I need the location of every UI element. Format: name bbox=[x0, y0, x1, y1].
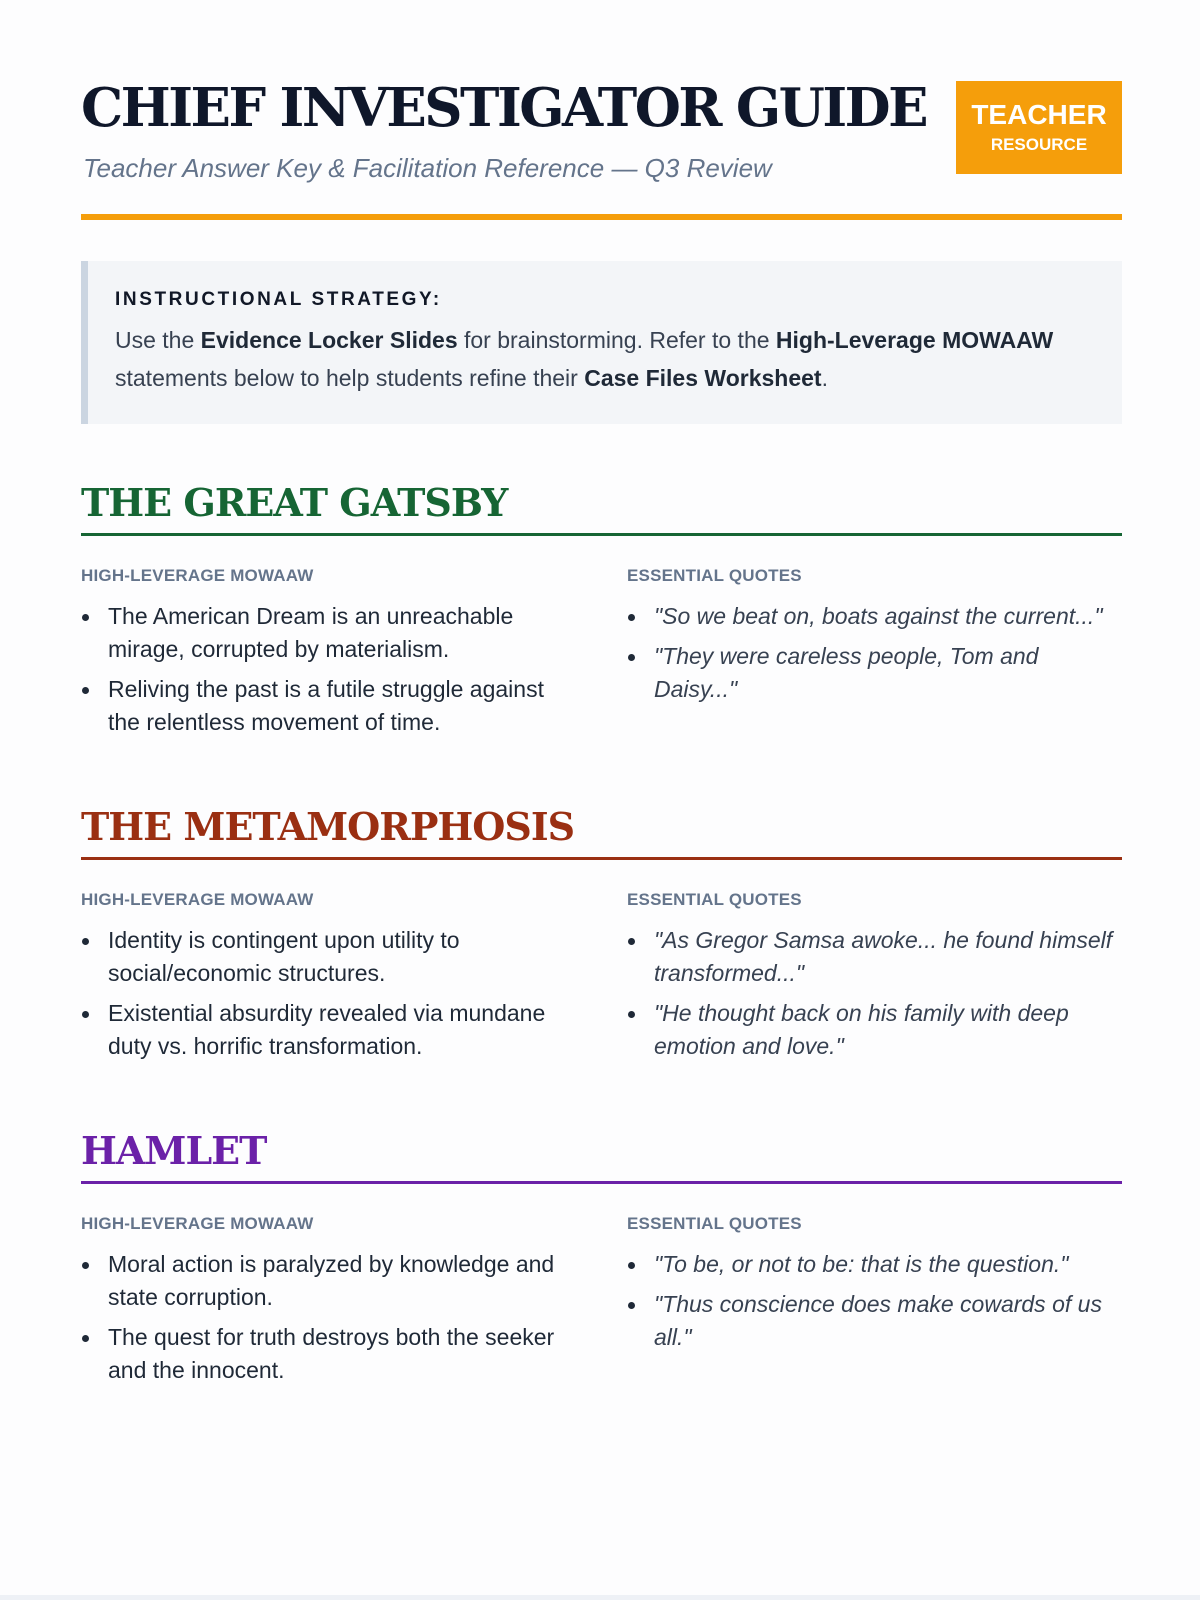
mowaaw-heading: HIGH-LEVERAGE MOWAAW bbox=[81, 1214, 314, 1233]
mowaaw-column bbox=[81, 1214, 571, 1394]
quotes-heading: ESSENTIAL QUOTES bbox=[627, 566, 802, 585]
strategy-text bbox=[115, 321, 1092, 397]
mowaaw-heading: HIGH-LEVERAGE MOWAAW bbox=[81, 890, 314, 909]
mowaaw-list bbox=[81, 600, 571, 739]
header-divider bbox=[81, 214, 1122, 220]
strategy-text-part: . bbox=[821, 365, 828, 391]
section-metamorphosis bbox=[81, 804, 1122, 1060]
strategy-emphasis: Evidence Locker Slides bbox=[200, 327, 458, 353]
strategy-label: INSTRUCTIONAL STRATEGY: bbox=[115, 289, 442, 310]
section-title: THE GREAT GATSBY bbox=[81, 480, 508, 525]
mowaaw-heading: HIGH-LEVERAGE MOWAAW bbox=[81, 566, 314, 585]
mowaaw-list bbox=[81, 1248, 571, 1387]
list-item: The quest for truth destroys both the seeker and the innocent. bbox=[81, 1321, 571, 1387]
section-title: HAMLET bbox=[81, 1128, 267, 1173]
list-item: The American Dream is an unreachable mirage, corrupted by materialism. bbox=[81, 600, 571, 666]
mowaaw-column bbox=[81, 890, 571, 1070]
mowaaw-list bbox=[81, 924, 571, 1063]
quote-item: "To be, or not to be: that is the question." bbox=[627, 1248, 1127, 1281]
header bbox=[81, 0, 1122, 225]
quote-item: "They were careless people, Tom and Daisy..." bbox=[627, 640, 1127, 706]
quotes-heading: ESSENTIAL QUOTES bbox=[627, 1214, 802, 1233]
quotes-column bbox=[627, 890, 1127, 1070]
page-bottom-strip bbox=[0, 1595, 1200, 1600]
quotes-column bbox=[627, 1214, 1127, 1361]
mowaaw-column bbox=[81, 566, 571, 746]
badge-top-label: TEACHER bbox=[971, 98, 1107, 130]
list-item: Moral action is paralyzed by knowledge and state corruption. bbox=[81, 1248, 571, 1314]
list-item: Existential absurdity revealed via mundane duty vs. horrific transformation. bbox=[81, 997, 571, 1063]
strategy-text-part: for brainstorming. Refer to the bbox=[457, 327, 776, 353]
quotes-list bbox=[627, 924, 1127, 1063]
quotes-column bbox=[627, 566, 1127, 713]
quote-item: "So we beat on, boats against the current..." bbox=[627, 600, 1127, 633]
teacher-guide-page bbox=[81, 0, 1122, 1383]
strategy-text-part: statements below to help students refine their bbox=[115, 365, 585, 391]
quotes-list bbox=[627, 1248, 1127, 1354]
quotes-list bbox=[627, 600, 1127, 706]
teacher-resource-badge bbox=[956, 81, 1122, 174]
page-subtitle: Teacher Answer Key & Facilitation Reference — Q3 Review bbox=[83, 153, 772, 183]
section-great-gatsby bbox=[81, 480, 1122, 736]
strategy-emphasis: Case Files Worksheet bbox=[584, 365, 822, 391]
list-item: Reliving the past is a futile struggle against the relentless movement of time. bbox=[81, 673, 571, 739]
badge-bottom-label: RESOURCE bbox=[990, 135, 1088, 155]
section-hamlet bbox=[81, 1128, 1122, 1384]
section-title: THE METAMORPHOSIS bbox=[81, 804, 575, 849]
strategy-emphasis: High-Leverage MOWAAW bbox=[775, 327, 1054, 353]
page-title: CHIEF INVESTIGATOR GUIDE bbox=[81, 77, 927, 139]
quote-item: "Thus conscience does make cowards of us all." bbox=[627, 1288, 1127, 1354]
quote-item: "As Gregor Samsa awoke... he found himself transformed..." bbox=[627, 924, 1127, 990]
instructional-strategy-callout bbox=[81, 261, 1122, 424]
quotes-heading: ESSENTIAL QUOTES bbox=[627, 890, 802, 909]
list-item: Identity is contingent upon utility to social/economic structures. bbox=[81, 924, 571, 990]
quote-item: "He thought back on his family with deep emotion and love." bbox=[627, 997, 1127, 1063]
strategy-text-part: Use the bbox=[115, 327, 201, 353]
